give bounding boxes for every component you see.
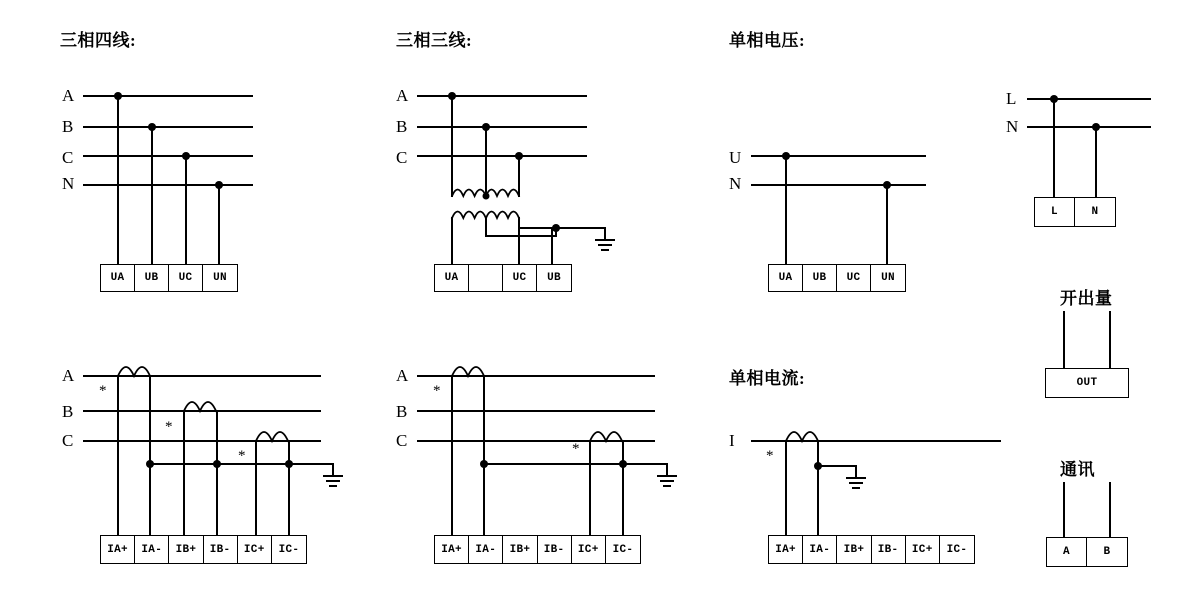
title-digital-output: 开出量 (1060, 289, 1113, 308)
terminal-block-comm (1046, 537, 1128, 567)
label-a-i3w: A (396, 366, 409, 385)
terminal-ia-minus-4w[interactable]: IA- (135, 536, 169, 563)
label-n-v1p: N (729, 174, 742, 193)
terminal-ub-1p[interactable]: UB (803, 265, 837, 291)
terminal-block-current-1p (768, 535, 975, 564)
terminal-l-power[interactable]: L (1035, 198, 1075, 226)
label-n-v4w: N (62, 174, 75, 193)
label-a-v4w: A (62, 86, 75, 105)
terminal-ic-plus-4w[interactable]: IC+ (238, 536, 272, 563)
terminal-ib-minus-3w[interactable]: IB- (538, 536, 572, 563)
star-marker-ia-4w: * (99, 383, 107, 399)
terminal-blank-3w[interactable] (469, 265, 503, 291)
terminal-ib-plus-3w[interactable]: IB+ (503, 536, 537, 563)
star-marker-i-1p: * (766, 448, 774, 464)
terminal-block-voltage-4w (100, 264, 238, 292)
label-c-i4w: C (62, 431, 74, 450)
terminal-un-4w[interactable]: UN (213, 272, 227, 284)
terminal-n-power[interactable]: N (1091, 206, 1099, 218)
label-c-v4w: C (62, 148, 74, 167)
terminal-ib-plus-4w[interactable]: IB+ (169, 536, 203, 563)
title-three-phase-three-wire: 三相三线: (396, 31, 473, 50)
terminal-block-current-3w (434, 535, 641, 564)
terminal-block-current-4w (100, 535, 307, 564)
label-u-v1p: U (729, 148, 742, 167)
terminal-ia-plus-1p[interactable]: IA+ (769, 536, 803, 563)
star-marker-ia-3w: * (433, 383, 441, 399)
star-marker-ic-4w: * (238, 448, 246, 464)
title-single-phase-voltage: 单相电压: (729, 31, 806, 50)
terminal-block-voltage-3w (434, 264, 572, 292)
terminal-ib-minus-1p[interactable]: IB- (872, 536, 906, 563)
title-communication: 通讯 (1060, 460, 1095, 479)
terminal-uc-3w[interactable]: UC (503, 265, 537, 291)
terminal-ia-minus-3w[interactable]: IA- (469, 536, 503, 563)
terminal-ua-4w[interactable]: UA (101, 265, 135, 291)
terminal-ic-minus-3w[interactable]: IC- (612, 543, 634, 556)
terminal-ia-plus-4w[interactable]: IA+ (101, 536, 135, 563)
title-three-phase-four-wire: 三相四线: (60, 31, 137, 50)
label-b-v4w: B (62, 117, 74, 136)
label-i-i1p: I (729, 431, 735, 450)
terminal-block-power (1034, 197, 1116, 227)
label-c-i3w: C (396, 431, 408, 450)
title-single-phase-current: 单相电流: (729, 369, 806, 388)
terminal-ib-minus-4w[interactable]: IB- (204, 536, 238, 563)
label-c-v3w: C (396, 148, 408, 167)
terminal-ic-plus-1p[interactable]: IC+ (906, 536, 940, 563)
label-b-v3w: B (396, 117, 408, 136)
star-marker-ib-4w: * (165, 419, 173, 435)
terminal-ia-plus-3w[interactable]: IA+ (435, 536, 469, 563)
terminal-ub-3w[interactable]: UB (547, 272, 561, 284)
terminal-ua-3w[interactable]: UA (435, 265, 469, 291)
terminal-ib-plus-1p[interactable]: IB+ (837, 536, 871, 563)
terminal-ic-plus-3w[interactable]: IC+ (572, 536, 606, 563)
label-a-v3w: A (396, 86, 409, 105)
label-l-power: L (1006, 89, 1017, 108)
label-b-i3w: B (396, 402, 408, 421)
terminal-block-output (1045, 368, 1129, 398)
terminal-uc-4w[interactable]: UC (169, 265, 203, 291)
terminal-ic-minus-4w[interactable]: IC- (278, 543, 300, 556)
terminal-ic-minus-1p[interactable]: IC- (946, 543, 968, 556)
terminal-ua-1p[interactable]: UA (769, 265, 803, 291)
terminal-block-voltage-1p (768, 264, 906, 292)
terminal-out[interactable]: OUT (1076, 377, 1098, 389)
terminal-comm-b[interactable]: B (1103, 546, 1111, 558)
terminal-un-1p[interactable]: UN (881, 272, 895, 284)
label-n-power: N (1006, 117, 1019, 136)
terminal-ia-minus-1p[interactable]: IA- (803, 536, 837, 563)
terminal-uc-1p[interactable]: UC (837, 265, 871, 291)
terminal-comm-a[interactable]: A (1047, 538, 1087, 566)
label-a-i4w: A (62, 366, 75, 385)
star-marker-ic-3w: * (572, 441, 580, 457)
label-b-i4w: B (62, 402, 74, 421)
terminal-ub-4w[interactable]: UB (135, 265, 169, 291)
